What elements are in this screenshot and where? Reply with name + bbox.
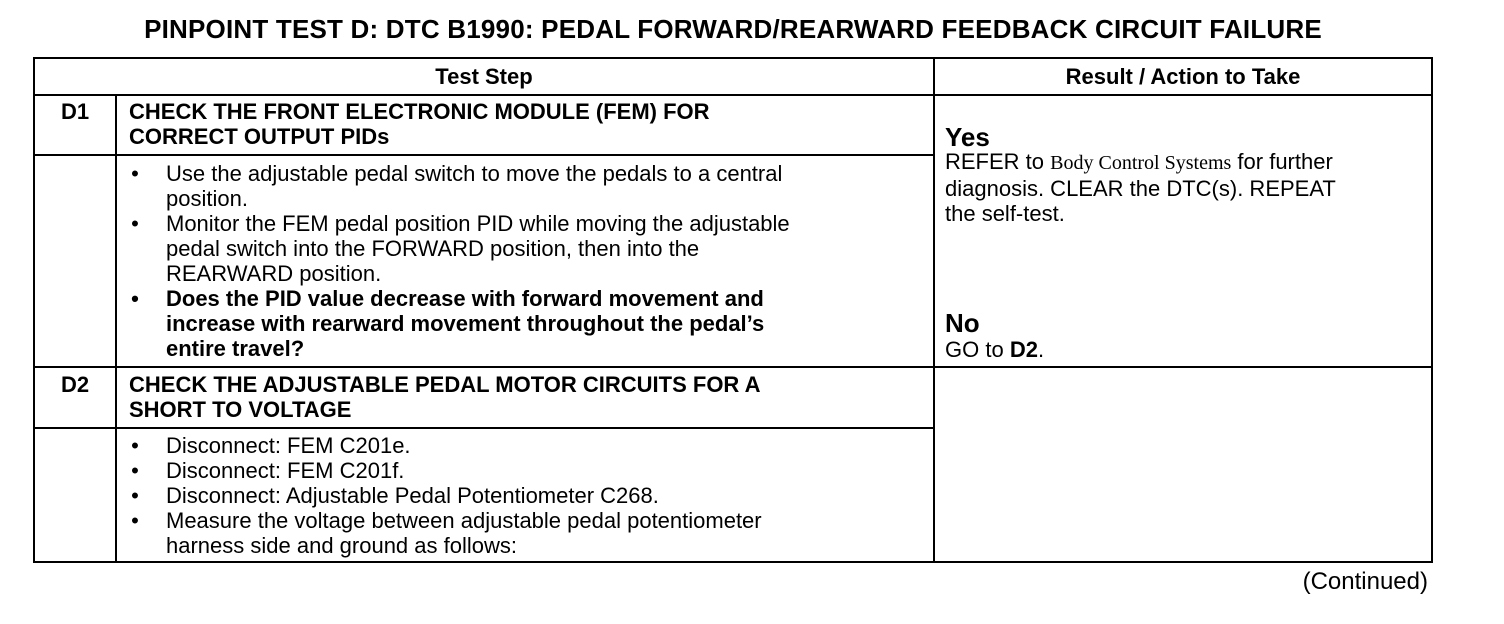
list-item: • Disconnect: FEM C201e. [129,433,929,458]
header-test-step: Test Step [435,64,533,89]
continued-note: (Continued) [1302,568,1428,595]
result-no-action: GO to D2. [945,337,1045,362]
list-item: • Does the PID value decrease with forward movement and increase with rearward movement throughout the pedal’s entire travel? [129,286,929,361]
step-title-d1: CHECK THE FRONT ELECTRONIC MODULE (FEM) FOR CORRECT OUTPUT PIDs [129,99,710,149]
bullet: • [131,483,139,508]
bullet: • [131,211,139,236]
step-id-d2: D2 [60,372,90,397]
reference-link[interactable]: Body Control Systems [1050,152,1232,174]
goto-step-link[interactable]: D2 [1009,337,1038,362]
bullet: • [131,161,139,186]
page-title: PINPOINT TEST D: DTC B1990: PEDAL FORWARD/REARWARD FEEDBACK CIRCUIT FAILURE [144,14,1322,44]
step-title-d2: CHECK THE ADJUSTABLE PEDAL MOTOR CIRCUITS FOR A SHORT TO VOLTAGE [129,372,761,422]
bullet: • [131,508,139,533]
pinpoint-test-table [33,57,1433,563]
bullet: • [131,458,139,483]
result-yes-action: REFER to Body Control Systems for further diagnosis. CLEAR the DTC(s). REPEAT the self-test. [945,149,1336,226]
d1-title-divider [35,154,933,156]
d2-title-divider [35,427,933,429]
header-divider [35,94,1431,96]
bullet: • [131,286,139,311]
d1-d2-divider [35,366,1431,368]
result-no-label: No [945,308,980,338]
list-item: • Use the adjustable pedal switch to move the pedals to a central position. [129,161,929,211]
column-divider-step-id [115,94,117,561]
bullet: • [131,433,139,458]
list-item: • Disconnect: Adjustable Pedal Potentiometer C268. [129,483,929,508]
step-id-d1: D1 [60,99,90,124]
list-item: • Monitor the FEM pedal position PID while moving the adjustable pedal switch into the FORWARD position, then into the REARWARD position. [129,211,929,286]
list-item: • Disconnect: FEM C201f. [129,458,929,483]
header-result-action: Result / Action to Take [1065,64,1301,89]
d2-step-list [129,433,929,558]
list-item: • Measure the voltage between adjustable pedal potentiometer harness side and ground as follows: [129,508,929,558]
result-yes-label: Yes [945,122,990,152]
column-divider-result [933,59,935,561]
d1-step-list [129,161,929,361]
